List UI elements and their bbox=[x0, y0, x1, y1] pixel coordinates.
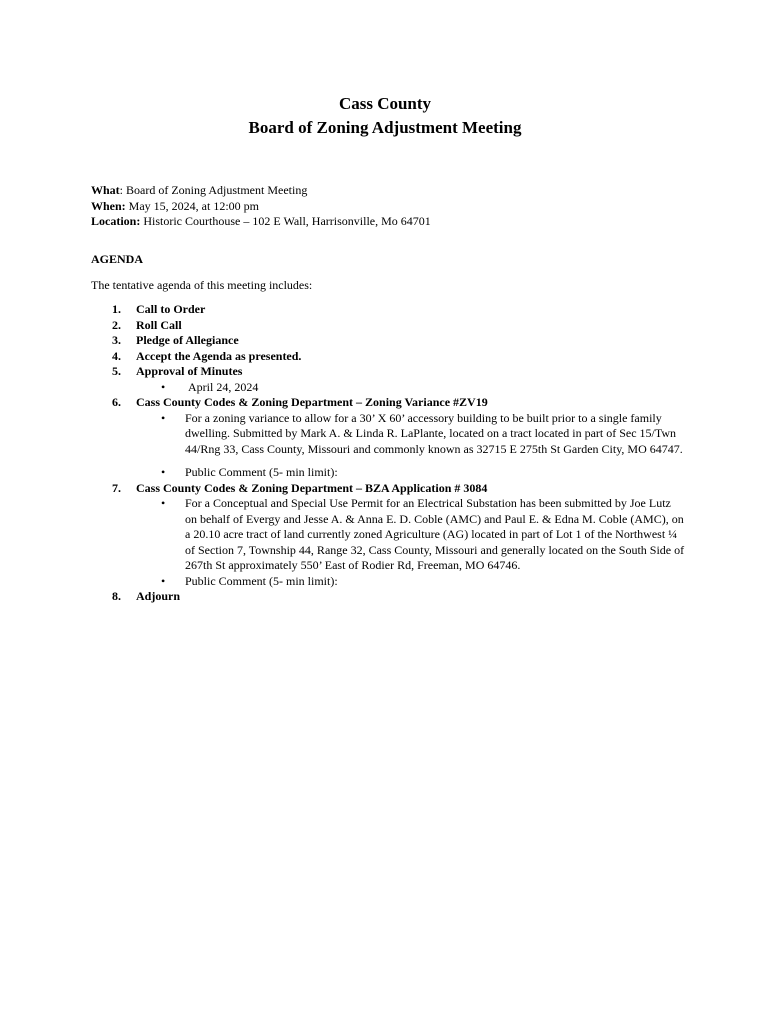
meeting-info bbox=[91, 183, 431, 230]
item-number: 6. bbox=[112, 395, 121, 409]
location-value: Historic Courthouse – 102 E Wall, Harrisonville, Mo 64701 bbox=[140, 214, 431, 228]
agenda-item bbox=[0, 364, 770, 380]
sub-item bbox=[0, 380, 770, 396]
agenda-item bbox=[0, 333, 770, 349]
agenda-item bbox=[0, 349, 770, 365]
agenda-item bbox=[0, 481, 770, 497]
when-label: When: bbox=[91, 198, 126, 213]
sub-item-text: For a zoning variance to allow for a 30’ X 60’ accessory building to be built prior to a single family dwelling. Submitted by Mark A. & Linda R. LaPlante, located on a tract located in part of Sec 15/Twn 44/Rng 33, Cass County, Missouri and commonly known as 32715 E 275th St Garden City, MO 64747. bbox=[185, 410, 683, 456]
item-label: Accept the Agenda as presented. bbox=[136, 348, 302, 363]
when-value: May 15, 2024, at 12:00 pm bbox=[125, 198, 259, 213]
sub-item bbox=[0, 496, 770, 574]
item-label: Roll Call bbox=[136, 317, 182, 332]
item-number: 7. bbox=[112, 480, 121, 495]
item-number: 8. bbox=[112, 589, 121, 603]
title-county: Cass County bbox=[338, 94, 432, 113]
agenda-item bbox=[0, 589, 770, 605]
sub-item-text: For a Conceptual and Special Use Permit for an Electrical Substation has been submitted by Joe Lutz on behalf of Evergy and Jesse A. & Anna E. D. Coble (AMC) and Paul E. & Edna M. Coble (AMC), on a 20.10 acre tract of land currently zoned Agriculture (AG) located in part of Lot 1 of the Northwest ¼ of Section 7, Township 44, Range 32, Cass County, Missouri and generally located on the South Side of 267th St approximately 550’ East of Rodier Rd, Freeman, MO 64746. bbox=[185, 496, 685, 572]
info-when bbox=[91, 199, 431, 215]
item-label: Adjourn bbox=[136, 589, 181, 603]
item-label: Pledge of Allegiance bbox=[136, 333, 239, 347]
agenda-item bbox=[0, 302, 770, 318]
sub-item bbox=[0, 574, 770, 590]
agenda-list bbox=[0, 302, 770, 605]
agenda-item bbox=[0, 318, 770, 334]
agenda-item bbox=[0, 395, 770, 411]
info-location bbox=[91, 214, 431, 230]
sub-item-text: April 24, 2024 bbox=[188, 379, 259, 394]
agenda-heading: AGENDA bbox=[91, 252, 144, 266]
item-number: 5. bbox=[112, 364, 121, 378]
bullet-icon: • bbox=[161, 573, 166, 588]
title-meeting: Board of Zoning Adjustment Meeting bbox=[248, 118, 522, 137]
sub-item bbox=[0, 465, 770, 481]
item-number: 2. bbox=[112, 317, 121, 332]
item-label: Cass County Codes & Zoning Department – Zoning Variance #ZV19 bbox=[136, 395, 488, 409]
item-label: Call to Order bbox=[136, 302, 206, 316]
bullet-icon: • bbox=[161, 379, 166, 394]
what-value: : Board of Zoning Adjustment Meeting bbox=[119, 183, 308, 197]
bullet-icon: • bbox=[161, 465, 166, 479]
item-number: 1. bbox=[112, 302, 121, 316]
location-label: Location: bbox=[91, 214, 141, 228]
bullet-icon: • bbox=[161, 496, 166, 510]
sub-item-text: Public Comment (5- min limit): bbox=[185, 465, 338, 479]
bullet-icon: • bbox=[161, 410, 166, 425]
sub-item-text: Public Comment (5- min limit): bbox=[185, 573, 338, 588]
item-label: Approval of Minutes bbox=[136, 364, 243, 378]
what-label: What bbox=[91, 183, 120, 197]
item-number: 4. bbox=[112, 348, 121, 363]
info-what bbox=[91, 183, 431, 199]
item-number: 3. bbox=[112, 333, 121, 347]
sub-item bbox=[0, 411, 770, 458]
item-label: Cass County Codes & Zoning Department – BZA Application # 3084 bbox=[136, 480, 488, 495]
agenda-intro: The tentative agenda of this meeting includes: bbox=[91, 278, 313, 292]
